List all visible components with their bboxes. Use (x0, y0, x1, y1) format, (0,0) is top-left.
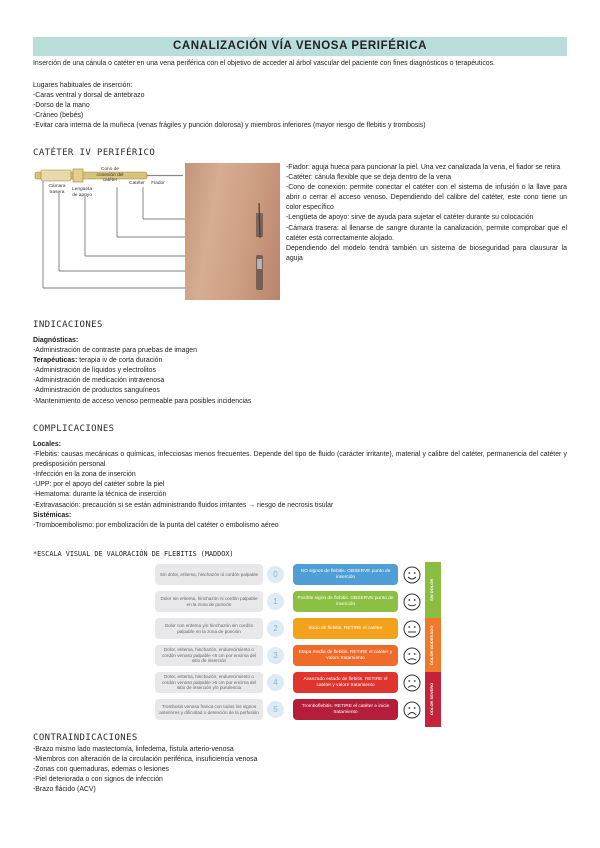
local-label: Locales: (33, 441, 61, 448)
note-item: -Lengüeta de apoyo: sirve de ayuda para sujetar el catéter durante su colocación (286, 214, 534, 222)
scale-grade: 0 (267, 566, 284, 583)
catheter-notes (286, 163, 567, 264)
side-label-moderado: DOLOR MODERADO (429, 625, 434, 665)
scale-action: NO signos de flebitis. OBSERVE punto de inserción (293, 564, 398, 585)
list-item: -UPP: por el apoyo del catéter sobre la piel (33, 481, 165, 489)
list-item: -Caras ventral y dorsal de antebrazo (33, 92, 145, 99)
label-camara: Cámara trasera (48, 184, 66, 195)
list-item: -Extravasación: precaución si se están administrando fluidos irritantes → riesgo de necrosis tisular (33, 501, 334, 509)
label-cateter: Catéter (129, 181, 145, 186)
list-item: -Dorso de la mano (33, 102, 90, 110)
label-cono: Cono de conexión del catéter (96, 167, 124, 184)
face-icon (403, 647, 421, 665)
list-item: -Brazo flácido (ACV) (33, 786, 96, 794)
note-item: -Cono de conexión: permite conectar el catéter con el sistema de infusión o la llave para abrir o cerrar el acceso venoso. Dependiendo del calibre del catéter, este cono tiene un color específico (286, 184, 567, 212)
list-item: -Administración de productos sanguíneos (33, 387, 160, 395)
list-item: -Miembros con alteración de la circulación periférica, insuficiencia venosa (33, 756, 258, 764)
list-item: -Administración de medicación intravenosa (33, 377, 165, 385)
section-heading-indications: INDICACIONES (33, 320, 103, 330)
scale-action: Inicio de flebitis. RETIRE el catéter (293, 618, 398, 639)
face-icon (403, 674, 421, 692)
scale-grade: 1 (267, 593, 284, 610)
ther-label: Terapéuticas: (33, 357, 78, 365)
page-title: CANALIZACIÓN VÍA VENOSA PERIFÉRICA (33, 37, 567, 56)
list-item: -Zonas con quemaduras, edemas o lesiones (33, 766, 169, 774)
scale-grade: 4 (267, 674, 284, 691)
label-lengueta: Lengüeta de apoyo (71, 187, 92, 198)
side-label-sin-dolor: SIN DOLOR (429, 578, 434, 602)
maddox-scale (155, 562, 445, 727)
list-item: -Brazo mismo lado mastectomía, linfedema, fístula arterio-venosa (33, 746, 234, 753)
systemic-label: Sistémicas: (33, 511, 72, 519)
list-item: -Infección en la zona de inserción (33, 471, 136, 479)
scale-action: Tromboflebitis. RETIRE el catéter e inicie tratamiento (293, 699, 398, 720)
list-item: -Administración de líquidos y electrolitos (33, 367, 156, 375)
face-icon (403, 701, 421, 719)
intro-paragraph: Inserción de una cánula o catéter en una vena periférica con el objetivo de acceder al árbol vascular del paciente con fines diagnósticos o terapéuticos. (33, 60, 495, 67)
list-item: -Flebitis: causas mecánicas o químicas, infecciosas menos frecuentes. Depende del tipo de fluido (carácter irritante), material y calibre del catéter, permanencia del catéter y predisposición personal (33, 451, 567, 469)
inserted-catheter (185, 163, 280, 300)
sites-heading: Lugares habituales de inserción: (33, 82, 133, 89)
note-item: Dependiendo del modelo tendrá también un sistema de bioseguridad para clausurar la aguja (286, 244, 567, 262)
sites-list (33, 91, 573, 131)
note-item: -Catéter: cánula flexible que se deja dentro de la vena (286, 174, 452, 182)
scale-grade: 2 (267, 620, 284, 637)
section-heading-contra: CONTRAINDICACIONES (33, 733, 138, 743)
ther-text: terapia iv de corta duración (77, 357, 163, 365)
arm-photo (185, 163, 280, 300)
scale-heading: *ESCALA VISUAL DE VALORACIÓN DE FLEBITIS (MADDOX) (33, 550, 234, 558)
note-item: -Fiador: aguja hueca para puncionar la piel. Una vez canalizada la vena, el fiador se retira (286, 164, 561, 171)
scale-description: Dolor, eritema, hinchazón, endurecimiento o cordón venoso palpable <6 cm por encima del sitio de inserción (155, 645, 263, 666)
face-icon (403, 593, 421, 611)
section-heading-complications: COMPLICACIONES (33, 424, 115, 434)
list-item: -Evitar cara interna de la muñeca (venas frágiles y punción dolorosa) y miembros inferiores (mayor riesgo de flebitis y trombosis) (33, 122, 426, 130)
note-item: -Cámara trasera: al llenarse de sangre durante la canalización, permite comprobar que el catéter está correctamente alojado. (286, 224, 567, 242)
scale-description: Dolor, eritema, hinchazón, endurecimiento o cordón venoso palpable >6 cm por encima del sitio de inserción y/o purulencia (155, 672, 263, 693)
diag-label: Diagnósticas: (33, 337, 79, 344)
scale-action: Avanzado estado de flebitis. RETIRE el catéter y valore tratamiento (293, 672, 398, 693)
face-icon (403, 566, 421, 584)
list-item: -Hematoma: durante la técnica de inserción (33, 491, 167, 499)
side-label-severo: DOLOR SEVERO (429, 682, 434, 716)
face-icon (403, 620, 421, 638)
complications-list (33, 440, 567, 531)
scale-action: Etapa media de flebitis. RETIRE el catéter y valore tratamiento (293, 645, 398, 666)
list-item: -Tromboembolismo: por embolización de la punta del catéter o embolismo aéreo (33, 521, 279, 529)
scale-description: Trombosis venosa franca con todos los signos anteriores y dificultad o detención de la perfusión (155, 699, 263, 720)
list-item: -Piel deteriorada o con signos de infección (33, 776, 163, 784)
list-item: -Administración de contraste para pruebas de imagen (33, 347, 197, 355)
list-item: -Mantenimiento de acceso venoso permeable para posibles incidencias (33, 397, 252, 405)
contra-list (33, 745, 567, 795)
label-fiador: Fiador (151, 181, 165, 186)
scale-description: Dolor sin eritema, hinchazón ni cordón palpable en la zona de punción (155, 591, 263, 612)
scale-description: Sin dolor, eritema, hinchazón ni cordón palpable (155, 564, 263, 585)
scale-action: Posible signo de flebitis. OBSERVE punto de inserción (293, 591, 398, 612)
scale-grade: 3 (267, 647, 284, 664)
scale-description: Dolor con eritema y/o hinchazón sin cordón palpable en la zona de punción (155, 618, 263, 639)
indications-list (33, 336, 567, 407)
scale-grade: 5 (267, 701, 284, 718)
catheter-image (33, 163, 280, 300)
list-item: -Cráneo (bebés) (33, 112, 84, 120)
section-heading-catheter: CATÉTER IV PERIFÉRICO (33, 148, 156, 158)
